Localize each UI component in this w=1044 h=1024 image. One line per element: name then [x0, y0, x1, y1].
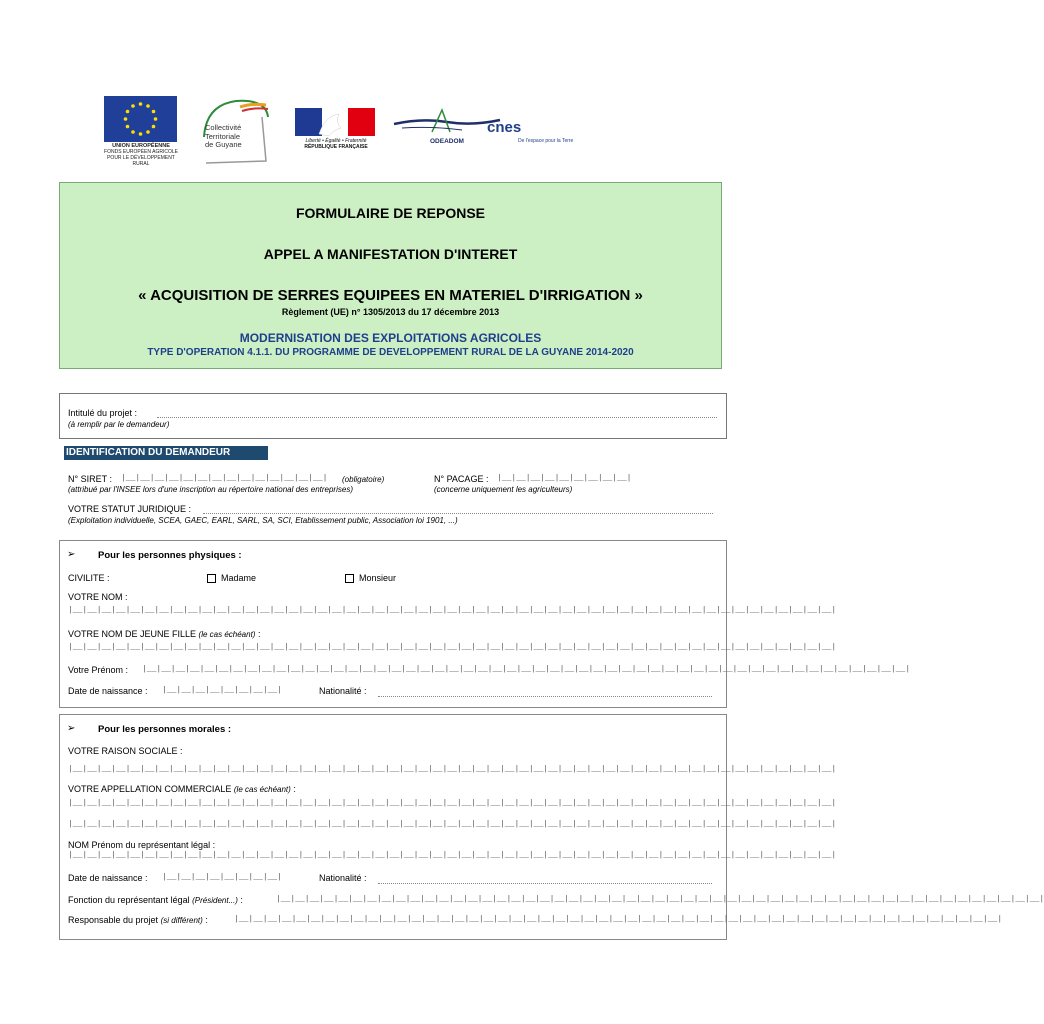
pacage-hint: (concerne uniquement les agriculteurs)	[434, 485, 573, 494]
jeune-fille-text: VOTRE NOM DE JEUNE FILLE	[68, 629, 197, 639]
arrow-bullet-icon: ➢	[67, 723, 76, 734]
form-topic: « ACQUISITION DE SERRES EQUIPEES EN MATERIEL D'IRRIGATION »	[138, 287, 643, 304]
physiques-heading: Pour les personnes physiques :	[98, 550, 242, 561]
nationalite-label: Nationalité :	[319, 873, 367, 883]
nationalite-field[interactable]	[378, 883, 712, 884]
cnes-tagline: De l'espace pour la Terre	[518, 138, 574, 144]
jeune-fille-label: VOTRE NOM DE JEUNE FILLE (le cas échéant) :	[68, 629, 261, 639]
madame-option[interactable]	[207, 573, 256, 583]
siret-note: (obligatoire)	[342, 475, 385, 484]
responsable-hint: (si différent)	[160, 916, 203, 925]
eu-flag-logo	[104, 96, 177, 142]
statut-hint: (Exploitation individuelle, SCEA, GAEC, EARL, SARL, SA, SCI, Etablissement public, Association loi 1901, ...)	[68, 516, 458, 525]
checkbox-icon[interactable]	[207, 574, 216, 583]
nationalite-field[interactable]	[378, 696, 712, 697]
appellation-label: VOTRE APPELLATION COMMERCIALE (le cas échéant) :	[68, 784, 296, 794]
cnes-name: cnes	[487, 119, 522, 136]
nom-label: VOTRE NOM :	[68, 592, 128, 602]
identification-title: IDENTIFICATION DU DEMANDEUR	[64, 446, 268, 460]
cnes-logo	[487, 119, 521, 137]
project-hint: (à remplir par le demandeur)	[68, 420, 170, 429]
monsieur-label: Monsieur	[359, 573, 397, 583]
title-box	[59, 182, 722, 369]
raison-label: VOTRE RAISON SOCIALE :	[68, 746, 183, 756]
pacage-field[interactable]: |__|__|__|__|__|__|__|__|__|	[497, 474, 632, 483]
project-box	[59, 393, 727, 439]
fonction-hint: (Président...)	[192, 896, 238, 905]
prenom-label: Votre Prénom :	[68, 665, 129, 675]
statut-label: VOTRE STATUT JURIDIQUE :	[68, 504, 192, 514]
monsieur-option[interactable]	[345, 573, 396, 583]
nom-field[interactable]: |__|__|__|__|__|__|__|__|__|__|__|__|__|__|__|__|__|__|__|__|__|__|__|__|__|__|__|__|__|__|__|__|__|__|__|__|__|__|__|__|__|__|__|__|__|__|__|__|__|__|__|__|__|	[68, 606, 837, 615]
naissance-label: Date de naissance :	[68, 686, 148, 696]
personnes-physiques-box	[59, 540, 911, 708]
fonction-label: Fonction du représentant légal (Président...) :	[68, 895, 243, 905]
representant-label: NOM Prénom du représentant légal :	[68, 840, 216, 850]
statut-field[interactable]	[203, 513, 713, 514]
responsable-label: Responsable du projet (si différent) :	[68, 915, 208, 925]
jeune-fille-hint: (le cas échéant)	[198, 630, 256, 639]
responsable-field[interactable]: |__|__|__|__|__|__|__|__|__|__|__|__|__|__|__|__|__|__|__|__|__|__|__|__|__|__|__|__|__|__|__|__|__|__|__|__|__|__|__|__|__|__|__|__|__|__|__|__|__|__|__|__|__|	[234, 915, 1003, 924]
jeune-fille-field[interactable]: |__|__|__|__|__|__|__|__|__|__|__|__|__|__|__|__|__|__|__|__|__|__|__|__|__|__|__|__|__|__|__|__|__|__|__|__|__|__|__|__|__|__|__|__|__|__|__|__|__|__|__|__|__|	[68, 643, 837, 652]
rf-caption: Liberté • Égalité • Fraternité RÉPUBLIQUE FRANÇAISE	[304, 138, 368, 150]
representant-field[interactable]: |__|__|__|__|__|__|__|__|__|__|__|__|__|__|__|__|__|__|__|__|__|__|__|__|__|__|__|__|__|__|__|__|__|__|__|__|__|__|__|__|__|__|__|__|__|__|__|__|__|__|__|__|__|	[68, 851, 837, 860]
form-subtitle: APPEL A MANIFESTATION D'INTERET	[263, 246, 518, 262]
personnes-morales-box	[59, 714, 1044, 940]
madame-label: Madame	[221, 573, 257, 583]
eu-caption: UNION EUROPÉENNE FONDS EUROPÉEN AGRICOLE POUR LE DÉVELOPPEMENT RURAL	[104, 143, 178, 167]
naissance-field[interactable]: |__|__|__|__|__|__|__|__|	[162, 686, 283, 695]
appellation-text: VOTRE APPELLATION COMMERCIALE	[68, 784, 232, 794]
program-title: MODERNISATION DES EXPLOITATIONS AGRICOLES	[239, 331, 542, 345]
project-label: Intitulé du projet :	[68, 408, 138, 418]
pacage-label: N° PACAGE :	[434, 474, 489, 484]
morales-heading: Pour les personnes morales :	[98, 724, 232, 735]
regulation-ref: Règlement (UE) n° 1305/2013 du 17 décembre 2013	[281, 307, 500, 317]
responsable-text: Responsable du projet	[68, 915, 159, 925]
naissance-label: Date de naissance :	[68, 873, 148, 883]
fonction-field[interactable]: |__|__|__|__|__|__|__|__|__|__|__|__|__|__|__|__|__|__|__|__|__|__|__|__|__|__|__|__|__|__|__|__|__|__|__|__|__|__|__|__|__|__|__|__|__|__|__|__|__|__|__|__|__|	[276, 895, 1044, 904]
odeadom-name: ODEADOM	[430, 138, 464, 145]
appellation-field-1[interactable]: |__|__|__|__|__|__|__|__|__|__|__|__|__|__|__|__|__|__|__|__|__|__|__|__|__|__|__|__|__|__|__|__|__|__|__|__|__|__|__|__|__|__|__|__|__|__|__|__|__|__|__|__|__|	[68, 799, 837, 808]
siret-hint: (attribué par l'INSEE lors d'une inscription au répertoire national des entreprises)	[68, 485, 353, 494]
fonction-text: Fonction du représentant légal	[68, 895, 190, 905]
prenom-field[interactable]: |__|__|__|__|__|__|__|__|__|__|__|__|__|__|__|__|__|__|__|__|__|__|__|__|__|__|__|__|__|__|__|__|__|__|__|__|__|__|__|__|__|__|__|__|__|__|__|__|__|__|__|__|__|	[142, 665, 911, 674]
ctg-name: Collectivité Territoriale de Guyane	[205, 123, 242, 149]
appellation-field-2[interactable]: |__|__|__|__|__|__|__|__|__|__|__|__|__|__|__|__|__|__|__|__|__|__|__|__|__|__|__|__|__|__|__|__|__|__|__|__|__|__|__|__|__|__|__|__|__|__|__|__|__|__|__|__|__|	[68, 820, 837, 829]
nationalite-label: Nationalité :	[319, 686, 367, 696]
operation-type: TYPE D'OPERATION 4.1.1. DU PROGRAMME DE DEVELOPPEMENT RURAL DE LA GUYANE 2014-2020	[147, 347, 634, 358]
appellation-hint: (le cas échéant)	[233, 785, 291, 794]
naissance-field[interactable]: |__|__|__|__|__|__|__|__|	[162, 873, 283, 882]
project-title-field[interactable]	[157, 417, 717, 418]
siret-label: N° SIRET :	[68, 474, 112, 484]
raison-field[interactable]: |__|__|__|__|__|__|__|__|__|__|__|__|__|__|__|__|__|__|__|__|__|__|__|__|__|__|__|__|__|__|__|__|__|__|__|__|__|__|__|__|__|__|__|__|__|__|__|__|__|__|__|__|__|	[68, 765, 837, 774]
checkbox-icon[interactable]	[345, 574, 354, 583]
civilite-label: CIVILITE :	[68, 573, 110, 583]
form-title: FORMULAIRE DE REPONSE	[295, 205, 485, 221]
arrow-bullet-icon: ➢	[67, 549, 76, 560]
siret-field[interactable]: |__|__|__|__|__|__|__|__|__|__|__|__|__|__|	[121, 474, 328, 483]
